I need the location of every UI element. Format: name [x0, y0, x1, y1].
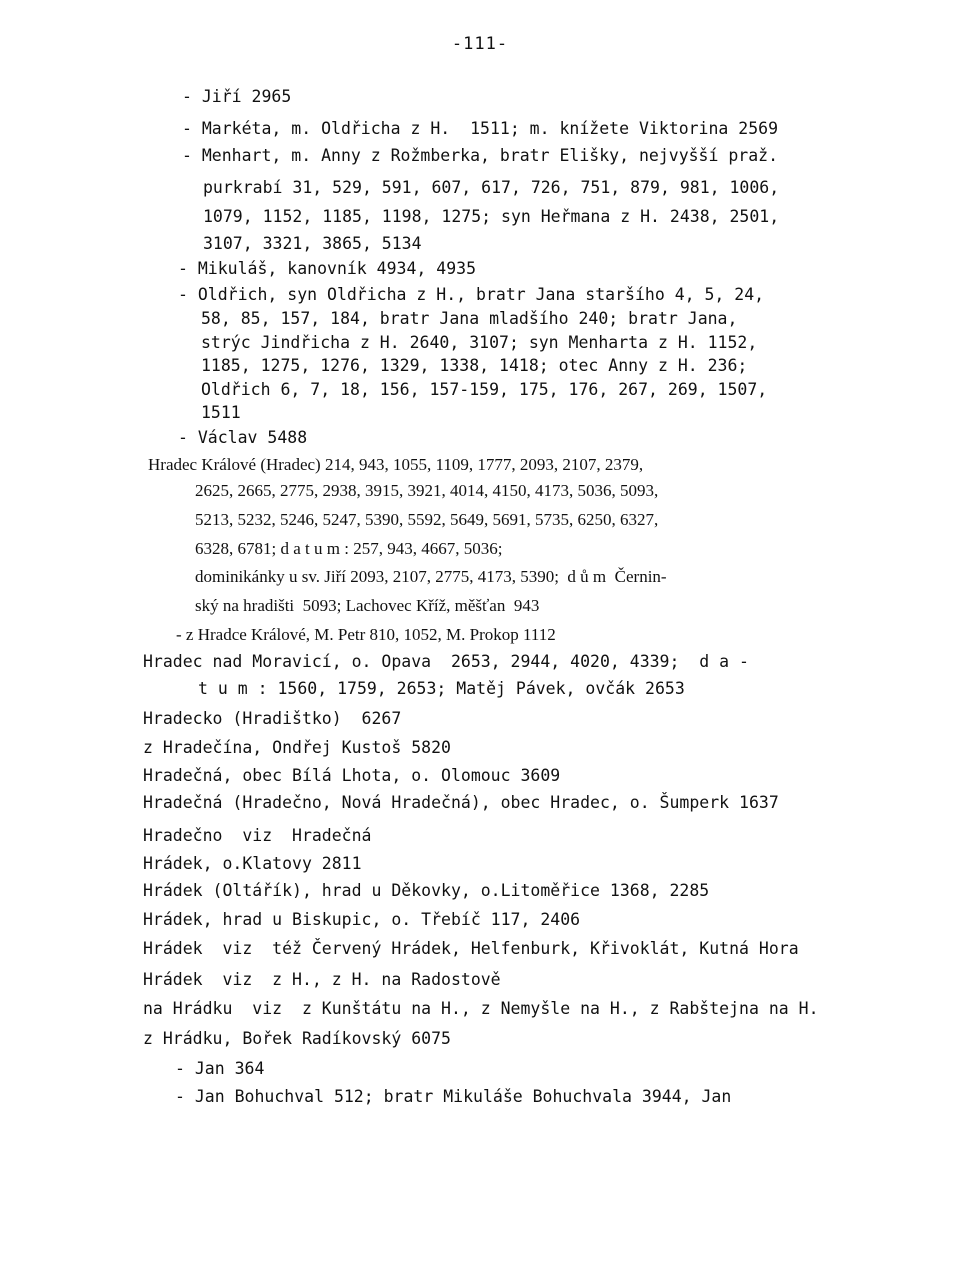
entry-line: Hrádek, hrad u Biskupic, o. Třebíč 117, 2406 — [143, 910, 581, 929]
entry-line: 5213, 5232, 5246, 5247, 5390, 5592, 5649, 5691, 5735, 6250, 6327, — [195, 510, 659, 529]
entry-line: 2625, 2665, 2775, 2938, 3915, 3921, 4014, 4150, 4173, 5036, 5093, — [195, 481, 659, 500]
entry-line: Hrádek viz též Červený Hrádek, Helfenburk, Křivoklát, Kutná Hora — [143, 939, 799, 958]
entry-line: - Jan Bohuchval 512; bratr Mikuláše Bohuchvala 3944, Jan — [175, 1087, 732, 1106]
entry-line: - Markéta, m. Oldřicha z H. 1511; m. knížete Viktorina 2569 — [182, 119, 779, 138]
entry-line: - Václav 5488 — [178, 428, 308, 447]
entry-line: Oldřich 6, 7, 18, 156, 157-159, 175, 176, 267, 269, 1507, — [201, 380, 768, 399]
entry-line: - Oldřich, syn Oldřicha z H., bratr Jana staršího 4, 5, 24, — [178, 285, 765, 304]
entry-line: dominikánky u sv. Jiří 2093, 2107, 2775, 4173, 5390; d ů m Černin- — [195, 567, 667, 586]
entry-line: ský na hradišti 5093; Lachovec Kříž, měšťan 943 — [195, 596, 540, 615]
entry-line: Hrádek (Oltářík), hrad u Děkovky, o.Litoměřice 1368, 2285 — [143, 881, 710, 900]
entry-line: t u m : 1560, 1759, 2653; Matěj Pávek, ovčák 2653 — [198, 679, 685, 698]
entry-line: 6328, 6781; d a t u m : 257, 943, 4667, 5036; — [195, 539, 503, 558]
entry-line: z Hrádku, Bořek Radíkovský 6075 — [143, 1029, 451, 1048]
entry-line: 1079, 1152, 1185, 1198, 1275; syn Heřmana z H. 2438, 2501, — [203, 207, 780, 226]
entry-line: purkrabí 31, 529, 591, 607, 617, 726, 751, 879, 981, 1006, — [203, 178, 780, 197]
entry-line: - Menhart, m. Anny z Rožmberka, bratr Elišky, nejvyšší praž. — [182, 146, 779, 165]
entry-line: na Hrádku viz z Kunštátu na H., z Nemyšle na H., z Rabštejna na H. — [143, 999, 819, 1018]
entry-line: Hradečná, obec Bílá Lhota, o. Olomouc 3609 — [143, 766, 561, 785]
entry-line: 3107, 3321, 3865, 5134 — [203, 234, 422, 253]
entry-line: Hradecko (Hradištko) 6267 — [143, 709, 402, 728]
entry-line: Hradec nad Moravicí, o. Opava 2653, 2944, 4020, 4339; d a - — [143, 652, 749, 671]
entry-line: Hradečno viz Hradečná — [143, 826, 372, 845]
entry-line: Hrádek viz z H., z H. na Radostově — [143, 970, 501, 989]
entry-line: - Jiří 2965 — [182, 87, 292, 106]
entry-line: - z Hradce Králové, M. Petr 810, 1052, M. Prokop 1112 — [176, 625, 556, 644]
entry-line: z Hradečína, Ondřej Kustoš 5820 — [143, 738, 451, 757]
entry-line: 58, 85, 157, 184, bratr Jana mladšího 240; bratr Jana, — [201, 309, 738, 328]
entry-line: - Jan 364 — [175, 1059, 265, 1078]
entry-line: Hradečná (Hradečno, Nová Hradečná), obec Hradec, o. Šumperk 1637 — [143, 793, 779, 812]
entry-line: Hrádek, o.Klatovy 2811 — [143, 854, 362, 873]
entry-line: - Mikuláš, kanovník 4934, 4935 — [178, 259, 477, 278]
entry-line: 1185, 1275, 1276, 1329, 1338, 1418; otec Anny z H. 236; — [201, 356, 748, 375]
page-number: -111- — [451, 34, 509, 54]
entry-line: 1511 — [201, 403, 241, 422]
entry-line: strýc Jindřicha z H. 2640, 3107; syn Menharta z H. 1152, — [201, 333, 758, 352]
entry-line: Hradec Králové (Hradec) 214, 943, 1055, 1109, 1777, 2093, 2107, 2379, — [148, 455, 644, 474]
